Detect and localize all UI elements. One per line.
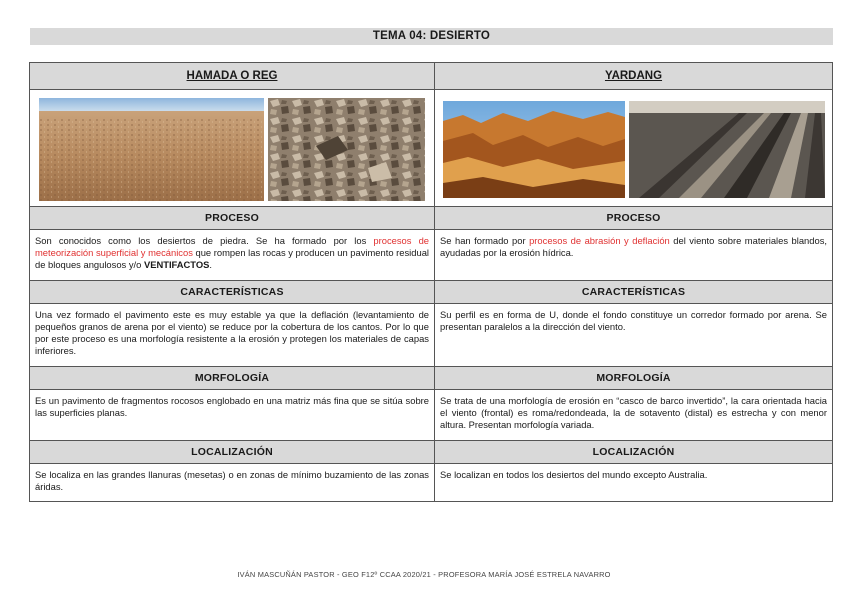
yardang-localizacion-text: Se localizan en todos los desiertos del mundo excepto Australia. [435,464,833,502]
yardang-proceso-text: Se han formado por procesos de abrasión y deflación del viento sobre materiales blandos, ayudadas por la erosión hídrica. [435,230,833,281]
hamada-proceso-label: PROCESO [30,207,435,230]
yardang-caracteristicas-label: CARACTERÍSTICAS [435,281,833,304]
yardang-proceso-label: PROCESO [435,207,833,230]
highlight-term: procesos de abrasión y deflación [529,235,670,246]
angular-rock-fragments-photo [268,98,425,201]
yardang-images [435,90,833,207]
hamada-morfologia-text: Es un pavimento de fragmentos rocosos englobado en una matriz más fina que se sitúa sobre las superficies planas. [30,390,435,441]
hamada-caracteristicas-text: Una vez formado el pavimento este es muy estable ya que la deflación (levantamiento de pequeños granos de arena por el viento) se reduce por la cobertura de los cantos. Por lo que por este proceso es una morfología resistente a la erosión y protegen los materiales de capas inferiores. [30,304,435,367]
yardang-localizacion-label: LOCALIZACIÓN [435,441,833,464]
hamada-images [30,90,435,207]
ventifactos-term: VENTIFACTOS [143,259,210,270]
hamada-localizacion-text: Se localiza en las grandes llanuras (mesetas) o en zonas de mínimo buzamiento de las zonas áridas. [30,464,435,502]
yardang-caracteristicas-text: Su perfil es en forma de U, donde el fondo constituye un corredor formado por arena. Se presentan paralelos a la dirección del viento. [435,304,833,367]
hamada-morfologia-label: MORFOLOGÍA [30,367,435,390]
hamada-heading: HAMADA O REG [30,63,435,90]
yardang-heading: YARDANG [435,63,833,90]
hamada-proceso-text: Son conocidos como los desiertos de piedra. Se ha formado por los procesos de meteorización superficial y mecánicos que rompen las rocas y producen un pavimento residual de bloques angulosos y/o VENTIFACTOS. [30,230,435,281]
comparison-table [29,62,833,502]
hamada-localizacion-label: LOCALIZACIÓN [30,441,435,464]
yardang-morfologia-label: MORFOLOGÍA [435,367,833,390]
hamada-caracteristicas-label: CARACTERÍSTICAS [30,281,435,304]
yardang-morfologia-text: Se trata de una morfología de erosión en “casco de barco invertido”, la cara orientada hacia el viento (frontal) es roma/redondeada, la de sotavento (distal) es estrecha y con menor altura. Presentan morfología variada. [435,390,833,441]
page-footer: IVÁN MASCUÑÁN PASTOR - GEO F12º CCAA 2020/21 - PROFESORA MARÍA JOSÉ ESTRELA NAVARRO [237,570,611,579]
highlight-term: procesos de meteorización superficial y mecánicos [35,235,429,258]
eroded-yardang-ridges-photo [443,98,625,201]
page-title: TEMA 04: DESIERTO [30,28,833,45]
aerial-parallel-yardangs-photo [629,98,825,201]
flat-gravel-desert-photo [39,98,264,201]
